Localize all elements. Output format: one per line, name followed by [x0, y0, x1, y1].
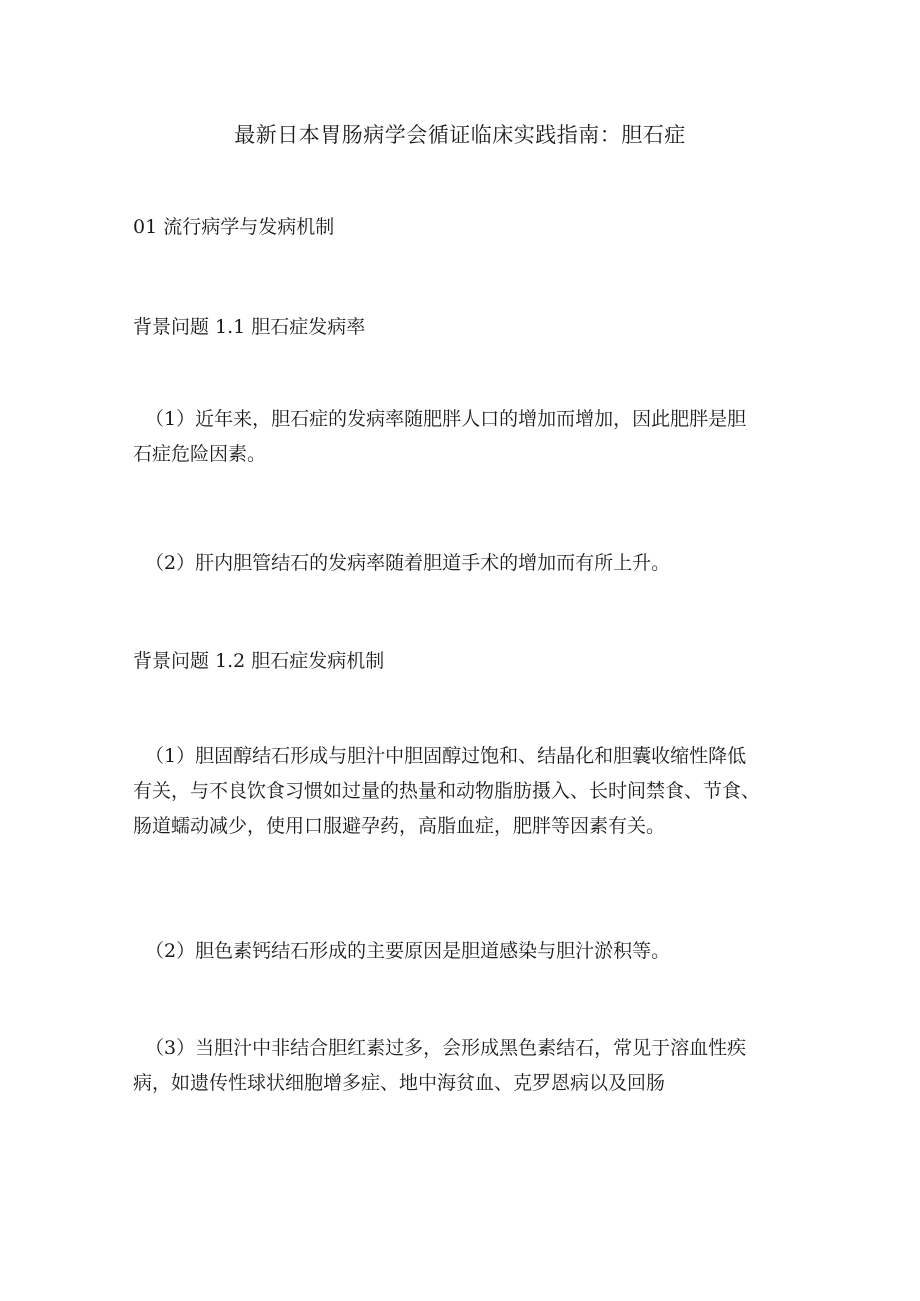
paragraph-line: （2）胆色素钙结石形成的主要原因是胆道感染与胆汁淤积等。: [145, 940, 671, 962]
paragraph-line: （2）肝内胆管结石的发病率随着胆道手术的增加而有所上升。: [145, 552, 671, 574]
bq2-paragraph-2: [133, 934, 801, 969]
bq2-paragraph-3: [133, 1031, 801, 1101]
bq1-paragraph-2: [133, 546, 801, 581]
paragraph-line: （1）近年来，胆石症的发病率随肥胖人口的增加而增加，因此肥胖是胆: [145, 408, 747, 430]
bq1-paragraph-1: [133, 402, 801, 472]
paragraph-line: 病，如遗传性球状细胞增多症、地中海贫血、克罗恩病以及回肠: [133, 1072, 666, 1094]
paragraph-line: （3）当胆汁中非结合胆红素过多，会形成黑色素结石，常见于溶血性疾: [145, 1037, 747, 1059]
paragraph-line: 石症危险因素。: [133, 443, 267, 465]
section-heading: 01 流行病学与发病机制: [133, 216, 335, 238]
paragraph-line: （1）胆固醇结石形成与胆汁中胆固醇过饱和、结晶化和胆囊收缩性降低: [145, 745, 747, 767]
paragraph-line: 肠道蠕动减少，使用口服避孕药，高脂血症，肥胖等因素有关。: [133, 815, 666, 837]
background-question-1-2-heading: 背景问题 1.2 胆石症发病机制: [133, 650, 385, 672]
paragraph-line: 有关，与不良饮食习惯如过量的热量和动物脂肪摄入、长时间禁食、节食、: [133, 780, 761, 802]
document-title: 最新日本胃肠病学会循证临床实践指南：胆石症: [234, 123, 686, 147]
bq2-paragraph-1: [133, 739, 801, 844]
background-question-1-1-heading: 背景问题 1.1 胆石症发病率: [133, 316, 366, 338]
